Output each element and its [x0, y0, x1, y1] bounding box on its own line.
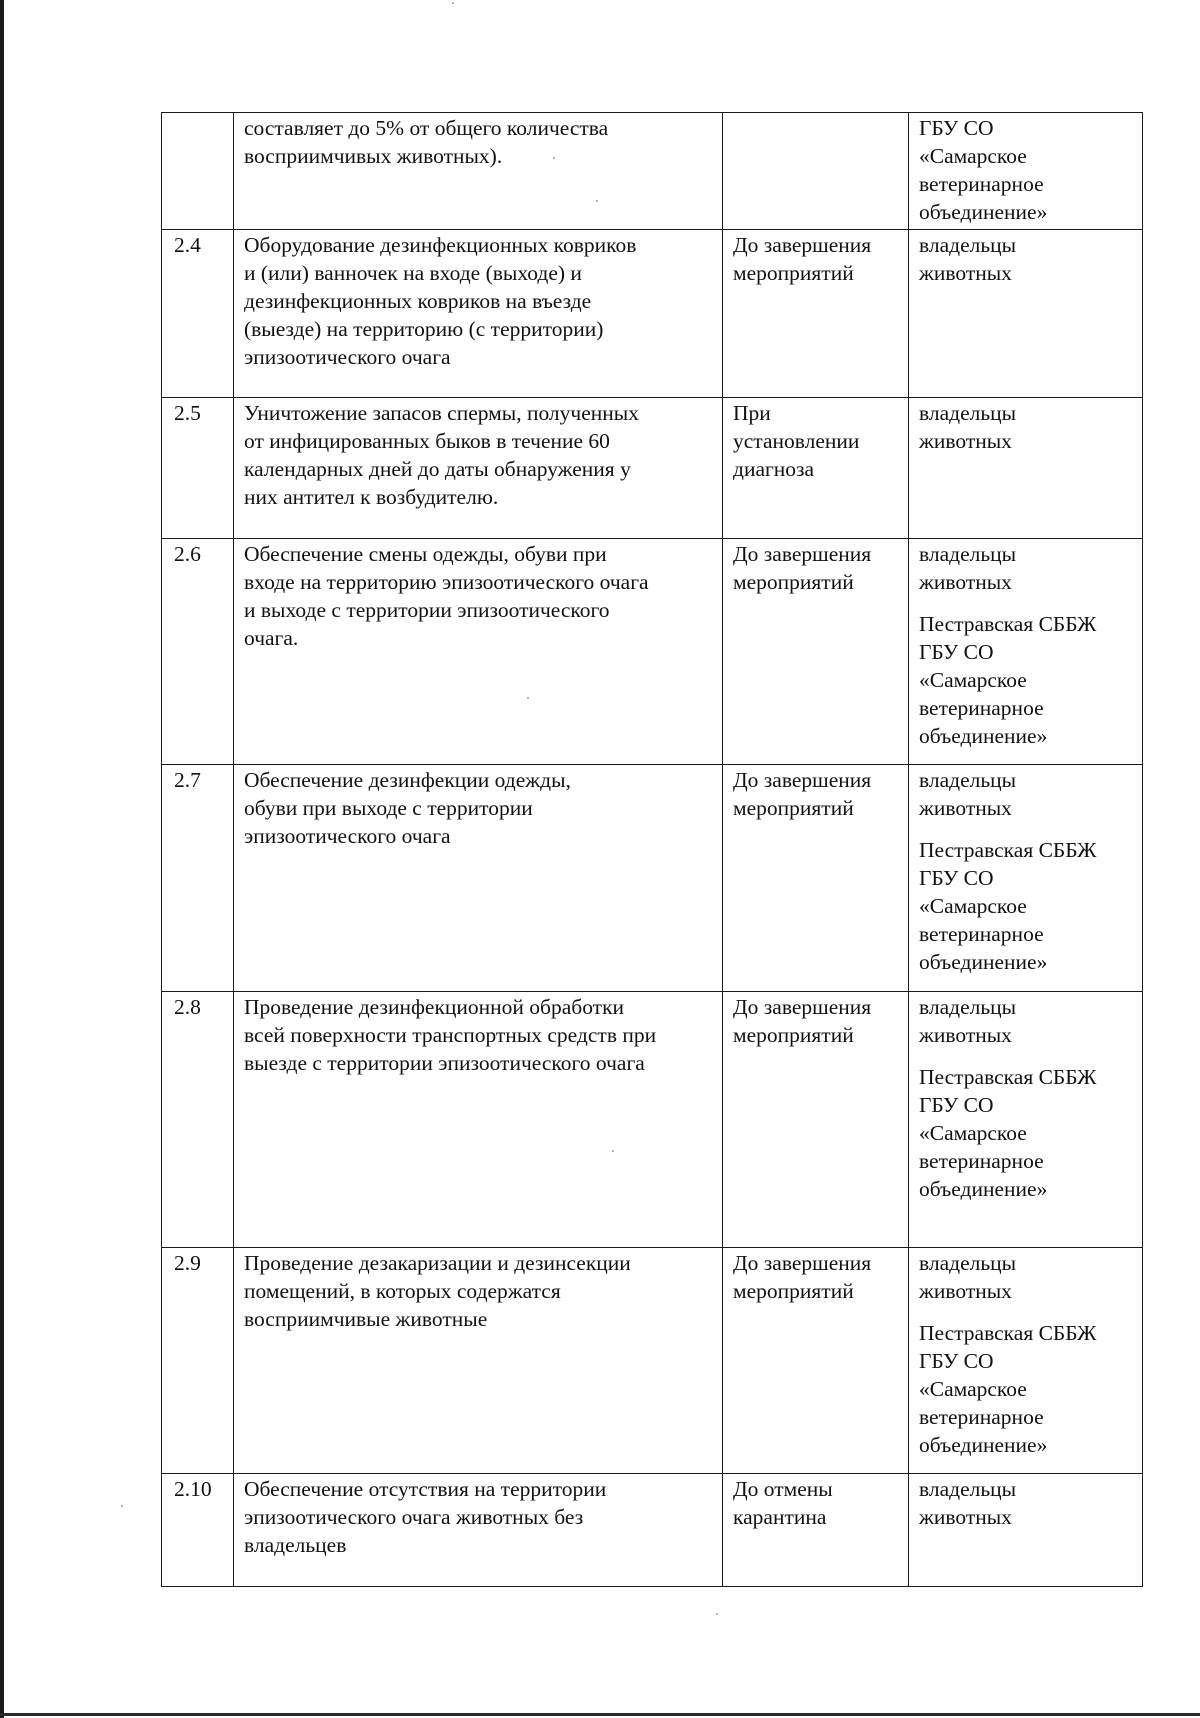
term-cell: При установлении диагноза — [723, 398, 909, 539]
term-cell: До отмены карантина — [723, 1474, 909, 1587]
scan-speck — [612, 1150, 614, 1152]
table-row — [162, 1474, 1143, 1587]
measure-cell: Обеспечение отсутствия на территории эпизоотического очага животных без владельцев — [234, 1474, 723, 1587]
row-number: 2.5 — [162, 398, 234, 539]
responsible-cell: владельцы животных Пестравская СББЖ ГБУ СО «Самарское ветеринарное объединение» — [909, 992, 1143, 1248]
scan-speck — [121, 1505, 123, 1507]
measure-cell: составляет до 5% от общего количества восприимчивых животных). — [234, 113, 723, 230]
responsible-cell: владельцы животных — [909, 398, 1143, 539]
measure-cell: Проведение дезакаризации и дезинсекции помещений, в которых содержатся восприимчивые животные — [234, 1248, 723, 1474]
term-cell — [723, 113, 909, 230]
responsible-cell: ГБУ СО «Самарское ветеринарное объединение» — [909, 113, 1143, 230]
table-row — [162, 992, 1143, 1248]
term-cell: До завершения мероприятий — [723, 230, 909, 398]
measure-cell: Уничтожение запасов спермы, полученных от инфицированных быков в течение 60 календарных дней до даты обнаружения у них антител к возбудителю. — [234, 398, 723, 539]
row-number — [162, 113, 234, 230]
responsible-cell: владельцы животных — [909, 1474, 1143, 1587]
responsible-cell: владельцы животных — [909, 230, 1143, 398]
responsible-cell: владельцы животных Пестравская СББЖ ГБУ СО «Самарское ветеринарное объединение» — [909, 1248, 1143, 1474]
table-row — [162, 230, 1143, 398]
scan-speck — [716, 1613, 718, 1615]
scan-speck — [452, 2, 454, 4]
responsible-cell: владельцы животных Пестравская СББЖ ГБУ СО «Самарское ветеринарное объединение» — [909, 765, 1143, 992]
scan-edge-left — [0, 0, 4, 1718]
row-number: 2.6 — [162, 539, 234, 765]
scan-speck — [553, 157, 555, 159]
table-row — [162, 539, 1143, 765]
row-number: 2.4 — [162, 230, 234, 398]
row-number: 2.10 — [162, 1474, 234, 1587]
table-row — [162, 113, 1143, 230]
measure-cell: Проведение дезинфекционной обработки всей поверхности транспортных средств при выезде с территории эпизоотического очага — [234, 992, 723, 1248]
responsible-cell: владельцы животных Пестравская СББЖ ГБУ СО «Самарское ветеринарное объединение» — [909, 539, 1143, 765]
table-row — [162, 398, 1143, 539]
scan-speck — [596, 200, 598, 202]
term-cell: До завершения мероприятий — [723, 992, 909, 1248]
row-number: 2.8 — [162, 992, 234, 1248]
measure-cell: Оборудование дезинфекционных ковриков и (или) ванночек на входе (выходе) и дезинфекционных ковриков на въезде (выезде) на территорию (с территории) эпизоотического очага — [234, 230, 723, 398]
term-cell: До завершения мероприятий — [723, 765, 909, 992]
measure-cell: Обеспечение дезинфекции одежды, обуви при выходе с территории эпизоотического очага — [234, 765, 723, 992]
table-row — [162, 1248, 1143, 1474]
scan-speck — [527, 697, 529, 699]
term-cell: До завершения мероприятий — [723, 539, 909, 765]
row-number: 2.7 — [162, 765, 234, 992]
term-cell: До завершения мероприятий — [723, 1248, 909, 1474]
measures-table — [161, 112, 1143, 1587]
table-row — [162, 765, 1143, 992]
row-number: 2.9 — [162, 1248, 234, 1474]
scan-edge-bottom — [0, 1713, 1200, 1716]
measure-cell: Обеспечение смены одежды, обуви при входе на территорию эпизоотического очага и выходе с территории эпизоотического очага. — [234, 539, 723, 765]
measures-table-body — [162, 113, 1143, 1587]
